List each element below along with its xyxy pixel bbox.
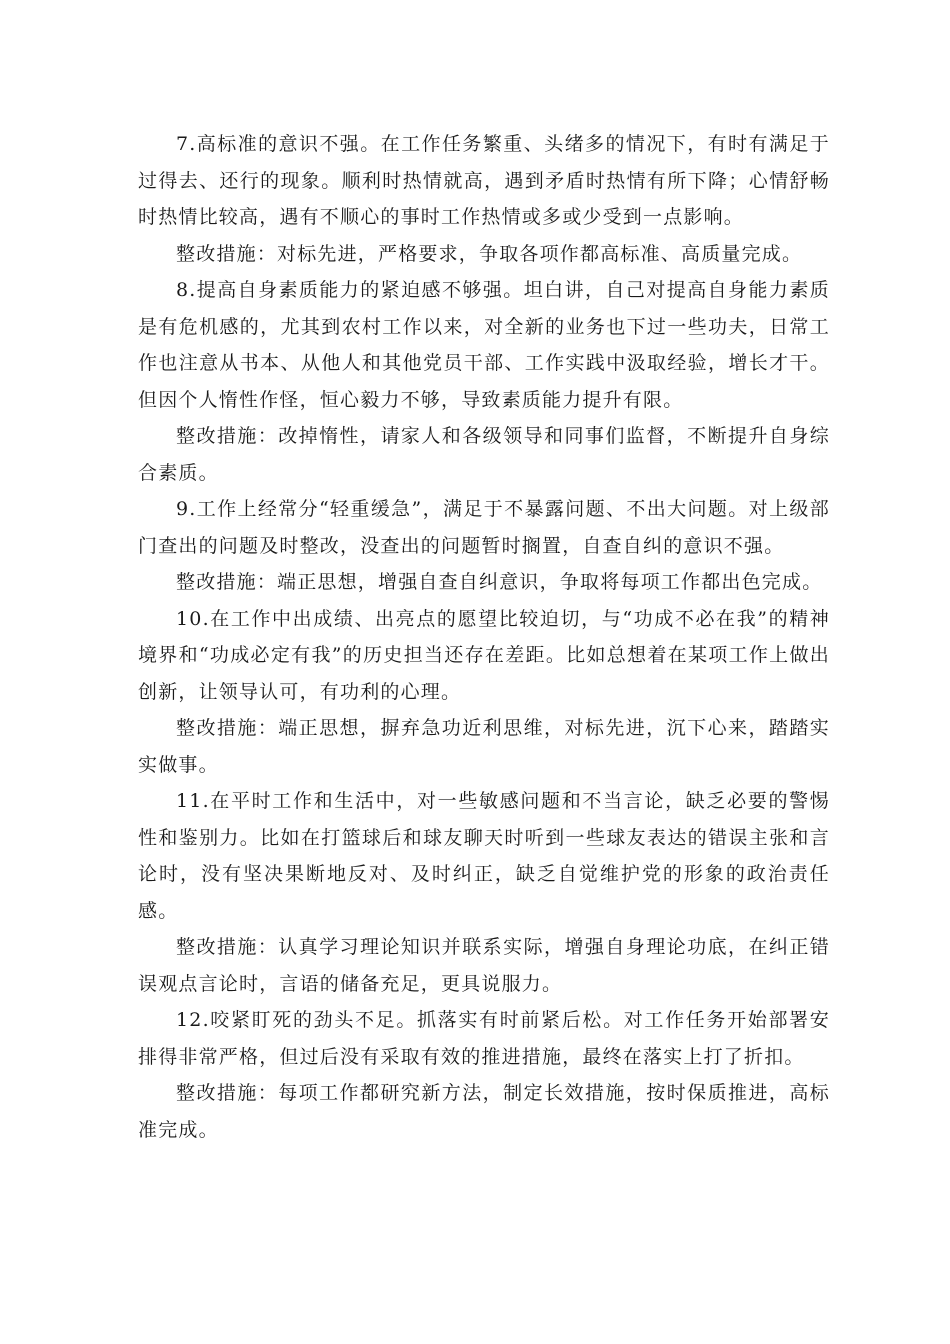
issue-paragraph-11: 11.在平时工作和生活中，对一些敏感问题和不当言论，缺乏必要的警惕性和鉴别力。比如在打篮球后和球友聊天时听到一些球友表达的错误主张和言论时，没有坚决果断地反对、及时纠正，缺乏自觉维护党的形象的政治责任感。 (138, 790, 830, 922)
rectification-paragraph-9: 整改措施：端正思想，增强自查自纠意识，争取将每项工作都出色完成。 (176, 571, 823, 593)
document-page (138, 126, 830, 1148)
rectification-paragraph-11: 整改措施：认真学习理论知识并联系实际，增强自身理论功底，在纠正错误观点言论时，言语的储备充足，更具说服力。 (138, 936, 830, 995)
issue-paragraph-10: 10.在工作中出成绩、出亮点的愿望比较迫切，与“功成不必在我”的精神境界和“功成必定有我”的历史担当还存在差距。比如总想着在某项工作上做出创新，让领导认可，有功利的心理。 (138, 607, 830, 703)
rectification-paragraph-7: 整改措施：对标先进，严格要求，争取各项作都高标准、高质量完成。 (176, 242, 803, 265)
issue-paragraph-9: 9.工作上经常分“轻重缓急”，满足于不暴露问题、不出大问题。对上级部门查出的问题及时整改，没查出的问题暂时搁置，自查自纠的意识不强。 (138, 498, 830, 557)
issue-paragraph-7: 7.高标准的意识不强。在工作任务繁重、头绪多的情况下，有时有满足于过得去、还行的现象。顺利时热情就高，遇到矛盾时热情有所下降；心情舒畅时热情比较高，遇有不顺心的事时工作热情或多或少受到一点影响。 (138, 133, 830, 228)
rectification-paragraph-8: 整改措施：改掉惰性，请家人和各级领导和同事们监督，不断提升自身综合素质。 (138, 425, 830, 484)
issue-paragraph-12: 12.咬紧盯死的劲头不足。抓落实有时前紧后松。对工作任务开始部署安排得非常严格，但过后没有采取有效的推进措施，最终在落实上打了折扣。 (138, 1009, 830, 1068)
issue-paragraph-8: 8.提高自身素质能力的紧迫感不够强。坦白讲，自己对提高自身能力素质是有危机感的，尤其到农村工作以来，对全新的业务也下过一些功夫，日常工作也注意从书本、从他人和其他党员干部、工作实践中汲取经验，增长才干。但因个人惰性作怪，恒心毅力不够，导致素质能力提升有限。 (138, 279, 830, 411)
rectification-paragraph-10: 整改措施：端正思想，摒弃急功近利思维，对标先进，沉下心来，踏踏实实做事。 (138, 717, 830, 776)
rectification-paragraph-12: 整改措施：每项工作都研究新方法，制定长效措施，按时保质推进，高标准完成。 (138, 1082, 830, 1141)
